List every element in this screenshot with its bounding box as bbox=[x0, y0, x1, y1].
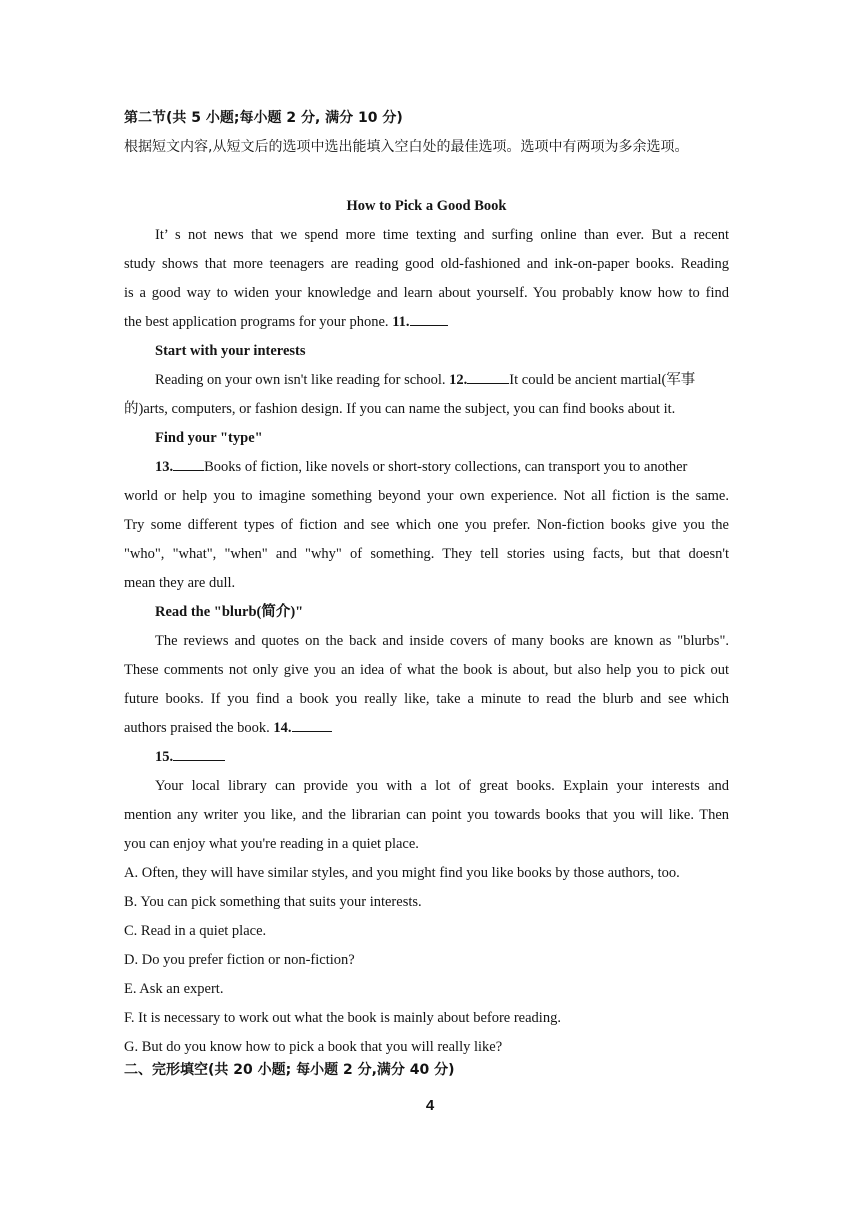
option-a: A. Often, they will have similar styles, and you might find you like books by those authors, too. bbox=[124, 865, 680, 881]
question-15-blank[interactable] bbox=[173, 748, 225, 761]
question-13-blank[interactable] bbox=[173, 458, 204, 471]
paragraph-3-line-2: world or help you to imagine something beyond your own experience. Not all fiction is the same. bbox=[124, 488, 729, 504]
paragraph-5-line-3: you can enjoy what you're reading in a quiet place. bbox=[124, 836, 419, 852]
question-12-number: 12. bbox=[449, 372, 468, 388]
heading-read-the-blurb: Read the "blurb(简介)" bbox=[155, 604, 304, 620]
question-14-number: 14. bbox=[273, 720, 292, 736]
paragraph-5-line-1: Your local library can provide you with a lot of great books. Explain your interests and bbox=[155, 778, 729, 794]
question-15-number: 15. bbox=[155, 749, 174, 765]
option-b: B. You can pick something that suits your interests. bbox=[124, 894, 422, 910]
paragraph-2-text-a: Reading on your own isn't like reading for school. bbox=[155, 372, 446, 388]
paragraph-1-line-1: It’ s not news that we spend more time texting and surfing online than ever. But a recent bbox=[155, 227, 729, 243]
question-11-blank[interactable] bbox=[410, 313, 448, 326]
heading-find-your-type: Find your "type" bbox=[155, 430, 263, 446]
next-section-heading: 二、完形填空(共 20 小题; 每小题 2 分,满分 40 分) bbox=[124, 1062, 455, 1078]
question-12-blank[interactable] bbox=[467, 371, 509, 384]
paragraph-2-line-2: 的)arts, computers, or fashion design. If you can name the subject, you can find books about it. bbox=[124, 401, 676, 417]
paragraph-4-text: authors praised the book. bbox=[124, 720, 270, 736]
option-f: F. It is necessary to work out what the book is mainly about before reading. bbox=[124, 1010, 561, 1026]
option-d: D. Do you prefer fiction or non-fiction? bbox=[124, 952, 355, 968]
question-14-blank[interactable] bbox=[292, 719, 332, 732]
paragraph-1-line-3: is a good way to widen your knowledge and learn about yourself. You probably know how to find bbox=[124, 285, 729, 301]
paragraph-1-text: the best application programs for your phone. bbox=[124, 314, 389, 330]
paragraph-4-line-4 bbox=[124, 718, 729, 738]
option-g: G. But do you know how to pick a book that you will really like? bbox=[124, 1039, 503, 1055]
paragraph-2-line-1 bbox=[155, 370, 729, 390]
paragraph-4-line-2: These comments not only give you an idea of what the book is about, but also help you to pick out bbox=[124, 662, 729, 678]
page-number: 4 bbox=[425, 1097, 435, 1114]
question-11-number: 11. bbox=[392, 314, 410, 330]
paragraph-3-text-a: Books of fiction, like novels or short-story collections, can transport you to another bbox=[204, 459, 688, 475]
option-c: C. Read in a quiet place. bbox=[124, 923, 267, 939]
paragraph-3-line-4: "who", "what", "when" and "why" of something. They tell stories using facts, but that doesn't bbox=[124, 546, 729, 562]
question-15-heading bbox=[155, 747, 729, 767]
section-instruction: 根据短文内容,从短文后的选项中选出能填入空白处的最佳选项。选项中有两项为多余选项。 bbox=[124, 139, 689, 155]
paragraph-3-line-3: Try some different types of fiction and see which one you prefer. Non-fiction books give you the bbox=[124, 517, 729, 533]
paragraph-2-text-b: It could be ancient martial(军事 bbox=[509, 372, 696, 388]
paragraph-4-line-3: future books. If you find a book you really like, take a minute to read the blurb and see which bbox=[124, 691, 729, 707]
paragraph-1-line-4 bbox=[124, 312, 729, 332]
paragraph-4-line-1: The reviews and quotes on the back and inside covers of many books are known as "blurbs". bbox=[155, 633, 729, 649]
question-13-number: 13. bbox=[155, 459, 174, 475]
paragraph-3-line-5: mean they are dull. bbox=[124, 575, 236, 591]
passage-title: How to Pick a Good Book bbox=[346, 198, 507, 214]
paragraph-3-line-1 bbox=[155, 457, 729, 477]
paragraph-1-line-2: study shows that more teenagers are reading good old-fashioned and ink-on-paper books. Reading bbox=[124, 256, 729, 272]
paragraph-5-line-2: mention any writer you like, and the librarian can point you towards books that you will like. Then bbox=[124, 807, 729, 823]
section-heading: 第二节(共 5 小题;每小题 2 分, 满分 10 分) bbox=[124, 110, 403, 126]
heading-start-with-interests: Start with your interests bbox=[155, 343, 306, 359]
option-e: E. Ask an expert. bbox=[124, 981, 224, 997]
